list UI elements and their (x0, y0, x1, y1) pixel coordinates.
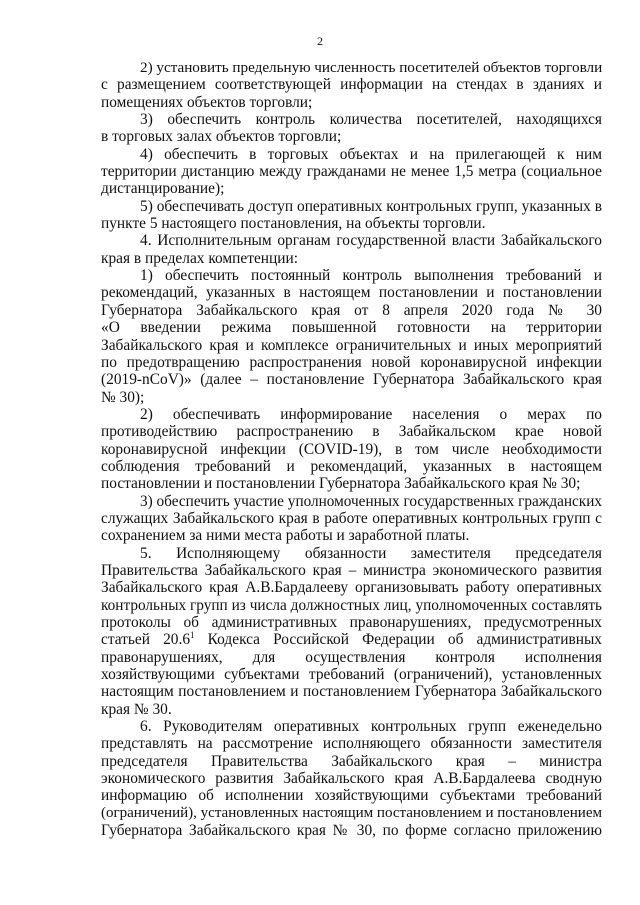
text-line: коронавирусной инфекции (COVID-19), в том числе необходимости (101, 440, 602, 458)
text-fragment: статьей 20.6 (101, 631, 191, 649)
paragraph-4-item-1 (101, 267, 602, 406)
text-line: Губернатора Забайкальского края от 8 апреля 2020 года № 30 (101, 301, 602, 319)
text-line: Правительства Забайкальского края – министра экономического развития (101, 561, 602, 579)
text-line: постановлении и постановлении Губернатора Забайкальского края № 30; (101, 475, 581, 493)
text-line: правонарушениях, для осуществления контроля исполнения (101, 648, 602, 666)
text-line: по предотвращению распространения новой коронавирусной инфекции (101, 353, 602, 371)
paragraph-4-item-2 (101, 406, 602, 493)
text-line: с размещением соответствующей информации на стендах в зданиях и (101, 76, 602, 94)
text-line: 1) обеспечить постоянный контроль выполнения требований и (140, 267, 602, 285)
text-line: «О введении режима повышенной готовности на территории (101, 319, 602, 337)
document-body (101, 59, 602, 839)
text-line: служащих Забайкальского края в работе оперативных контрольных групп с (101, 509, 602, 527)
text-fragment: Кодекса Российской Федерации об административных (194, 631, 602, 649)
text-line: 4. Исполнительным органам государственной власти Забайкальского (140, 232, 602, 250)
text-line: 2) обеспечивать информирование населения о мерах по (140, 405, 602, 423)
paragraph-4-item-3 (101, 493, 602, 545)
text-line: рекомендаций, указанных в настоящем постановлении и постановлении (101, 284, 602, 302)
text-line: 5) обеспечивать доступ оперативных контрольных групп, указанных в (140, 197, 602, 215)
text-line: Забайкальского края и комплексе ограничительных и иных мероприятий (101, 336, 602, 354)
text-line: сохранением за ними места работы и заработной платы. (101, 527, 470, 545)
text-line: 3) обеспечить участие уполномоченных государственных гражданских (140, 492, 602, 510)
text-line: 6. Руководителям оперативных контрольных групп еженедельно (140, 718, 602, 736)
superscript: 1 (190, 630, 195, 641)
text-line: настоящим постановлением и постановлением Губернатора Забайкальского (101, 683, 602, 701)
text-line: соблюдения требований и рекомендаций, указанных в настоящем (101, 457, 602, 475)
paragraph-2-item-2 (101, 59, 602, 111)
text-line: в торговых залах объектов торговли; (101, 128, 342, 146)
paragraph-2-item-3 (101, 111, 602, 146)
paragraph-6 (101, 718, 602, 839)
paragraph-2-item-4 (101, 146, 602, 198)
text-line: противодействию распространению в Забайкальском крае новой (101, 423, 602, 441)
text-line: 2) установить предельную численность посетителей объектов торговли (140, 59, 603, 76)
text-line: 5. Исполняющему обязанности заместителя председателя (140, 544, 602, 562)
paragraph-5 (101, 545, 602, 718)
text-line: 3) обеспечить контроль количества посетителей, находящихся (140, 111, 602, 129)
text-line: информацию об исполнении хозяйствующими субъектами требований (101, 787, 602, 805)
text-line: контрольных групп из числа должностных лиц, уполномоченных составлять (101, 596, 602, 614)
text-line: (2019-nCoV)» (далее – постановление Губернатора Забайкальского края (101, 371, 602, 389)
text-line: дистанцирование); (101, 180, 225, 198)
text-line: представлять на рассмотрение исполняющего обязанности заместителя (101, 735, 602, 753)
paragraph-2-item-5 (101, 198, 602, 233)
text-line: помещениях объектов торговли; (101, 93, 313, 111)
text-line: Забайкальского края А.В.Бардалееву организовывать работу оперативных (101, 579, 602, 597)
text-line: территории дистанцию между гражданами не менее 1,5 метра (социальное (101, 163, 602, 181)
text-line: (ограничений), установленных настоящим постановлением и постановлением (101, 804, 602, 821)
text-line: пункте 5 настоящего постановления, на объекты торговли. (101, 215, 486, 233)
text-line: края в пределах компетенции: (101, 249, 299, 267)
text-line: экономического развития Забайкальского края А.В.Бардалеева сводную (101, 770, 602, 788)
text-line: председателя Правительства Забайкальского края – министра (101, 752, 602, 770)
text-line: № 30); (101, 388, 145, 406)
text-line: хозяйствующими субъектами требований (ограничений), установленных (101, 666, 602, 684)
text-line (101, 631, 602, 648)
text-line: Губернатора Забайкальского края № 30, по форме согласно приложению (101, 822, 602, 840)
text-line: края № 30. (101, 700, 172, 718)
text-line: протоколы об административных правонарушениях, предусмотренных (101, 614, 602, 631)
text-line: 4) обеспечить в торговых объектах и на прилегающей к ним (140, 145, 602, 163)
page-number: 2 (317, 34, 323, 48)
paragraph-4 (101, 232, 602, 267)
